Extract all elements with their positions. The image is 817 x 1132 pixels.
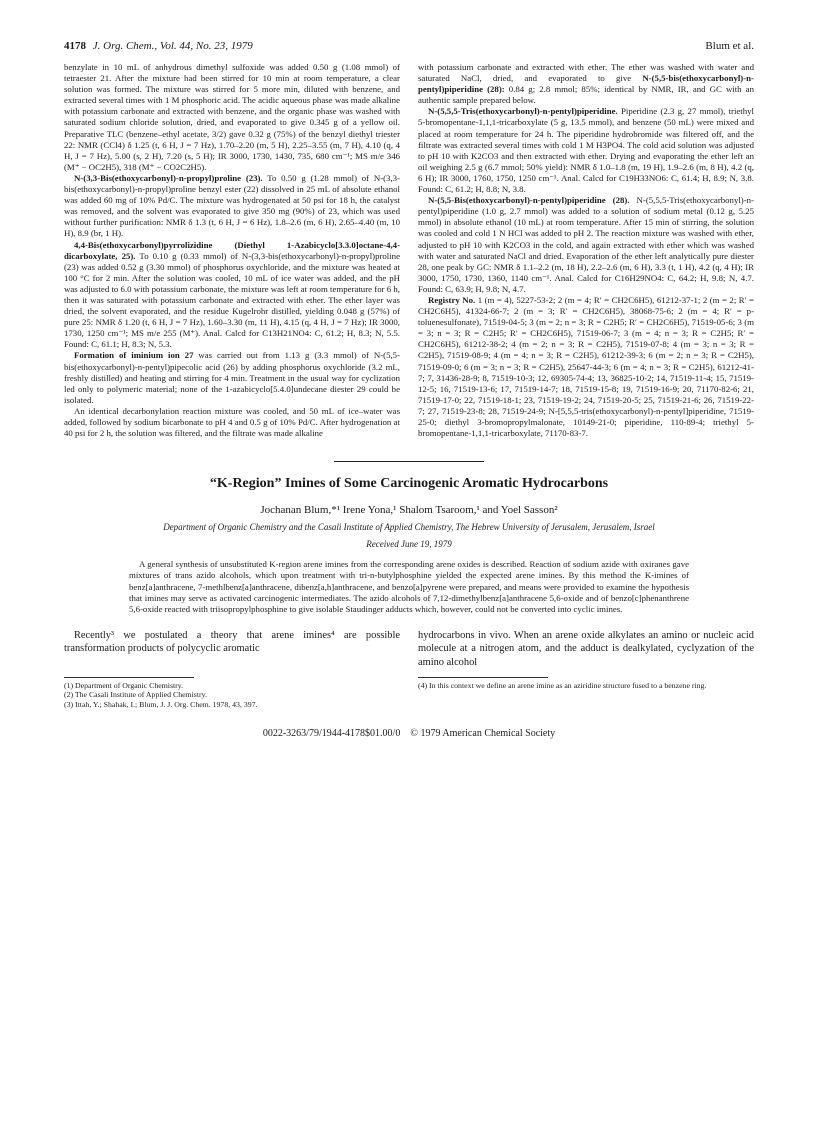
footnotes-right [418,677,754,710]
paragraph [418,195,754,295]
article-affiliation: Department of Organic Chemistry and the Casali Institute of Applied Chemistry, The Hebrew University of Jerusalem, Jerusalem, Israel [163,522,655,533]
footnotes [64,677,754,710]
paragraph [64,240,400,351]
compound-heading: N-(3,3-Bis(ethoxycarbonyl)-n-propyl)proline (23). [74,172,263,183]
footnote: (3) Ittah, Y.; Shahak, I.; Blum, J. J. Org. Chem. 1978, 43, 397. [64,700,258,709]
paragraph [64,173,400,240]
registry-body: 1 (m = 4), 5227-53-2; 2 (m = 4; R′ = CH2C6H5), 61212-37-1; 2 (m = 2; R′ = CH2C6H5), 41324-66-7; 2 (m = 3; R′ = CH2C6H5), 38068-75-6; 2 (m = 4; R′ = p-toluenesulfonate), 71519-04-5; 3 (m = 2; n = 3; R = C2H5; R′ = CH2C6H5), 71519-05-6; 3 (m = 3; n = 3; R = C2H5; R′ = CH2C6H5), 71519-06-7; 3 (m = 4; n = 3; R = C2H5; R′ = CH2C6H5), 61212-38-2; 4 (m = 2; n = 3; R = C2H5), 71519-07-8; 4 (m = 3; n = 3; R = C2H5), 71519-08-9; 4 (m = 4; n = 3; R = C2H5), 61212-39-3; 6 (m = 2; n = 3; R = C2H5), 71519-09-0; 6 (m = 3; n = 3; R = C2H5), 25647-44-3; 6 (m = 4; n = 3; R = C2H5), 61212-41-7; 7, 31436-28-9; 8, 71519-10-3; 12, 69305-74-4; 13, 36825-10-2; 14, 71519-11-4; 15, 71519-12-5; 16, 71519-13-6; 17, 71519-14-7; 18, 71519-15-8; 19, 71519-16-9; 20, 71170-82-6; 21, 71519-17-0; 22, 71519-18-1; 23, 71519-19-2; 24, 71519-20-5; 25, 71519-21-6; 26, 71519-22-7; 27, 71519-23-8; 28, 71519-24-9; N-[5,5,5-tris(ethoxycarbonyl)-n-pentyl]piperidine, 71519-25-0; diethyl 3-bromopropylmalonate, 10149-21-0; piperidine, 110-89-4; triethyl 5-bromopentane-1,1,1-tricarboxylate, 71170-83-7. [418,294,754,439]
right-column [418,62,754,439]
received-date: Received June 19, 1979 [366,539,452,550]
paragraph: hydrocarbons in vivo. When an arene oxide alkylates an amino or nucleic acid molecule at a nitrogen atom, and the adduct is dealkylated, cyclyzation of the amino alcohol [418,630,754,668]
paragraph-body: was carried out from 1.13 g (3.3 mmol) of N-(5,5-bis(ethoxycarbonyl)-n-pentyl)pipecolic acid (26) by adding phosphorus oxychloride (3.2 mL, freshly distilled) and heating and stirring for 4 min. Treatment in the usual way for cyclization led only to polymeric material; none of the 1-azabicyclo[5.4.0]undecane diester 29 could be isolated. [64,350,400,405]
article-authors: Jochanan Blum,*¹ Irene Yona,¹ Shalom Tsaroom,¹ and Yoel Sasson² [260,504,558,517]
experimental-columns [64,62,754,439]
compound-heading: N-(5,5,5-Tris(ethoxycarbonyl)-n-pentyl)piperidine. [428,106,618,117]
compound-heading: N-(5,5-Bis(ethoxycarbonyl)-n-pentyl)piperidine (28). [428,195,630,206]
compound-heading: N-(5,5-bis(ethoxycarbonyl)-n-pentyl)piperidine (28): [418,73,754,95]
footnote: (4) In this context we define an arene imine as an aziridine structure fused to a benzene ring. [418,680,707,690]
intro-left-column [64,629,400,669]
left-column [64,62,400,439]
running-author: Blum et al. [705,40,754,52]
paragraph [64,350,400,405]
footnotes-left [64,677,400,710]
paragraph [418,62,754,106]
article-title: “K-Region” Imines of Some Carcinogenic Aromatic Hydrocarbons [209,476,609,492]
paragraph-body: To 0.10 g (0.33 mmol) of N-(3,3-bis(ethoxycarbonyl)-n-propyl)proline (23) was added 0.52 g (3.30 mmol) of phosphorus oxychloride, and the mixture was heated at 100 °C for 2 min. After the solution was cooled, 10 mL of ice water was added, and the pH was adjusted to 6.0 with potassium carbonate, the mixture was left at room temperature for 6 h, then it was saturated with potassium carbonate and extracted with ether. The ether layer was dried, the solvent evaporated, and the residue Kugelrohr distilled, yielding 0.048 g (57%) of pure 25: NMR δ 1.20 (t, 6 H, J = 7 Hz), 1.60–3.30 (m, 11 H), 4.15 (q, 4 H, J = 7 Hz); IR 3000, 1730, 1250 cm⁻¹; MS m/e 255 (M⁺). Anal. Calcd for C13H21NO4: C, 61.2; H, 8.3; N, 5.5. Found: C, 61.1; H, 8.3; N, 5.3. [64,250,400,350]
intro-right-column [418,629,754,669]
abstract: A general synthesis of unsubstituted K-region arene imines from the corresponding arene oxides is described. Reaction of sodium azide with oxiranes gave mixtures of trans azido alcohols, which upon treatment with tri-n-butylphosphine yielded the expected arene imines. By this method the K-imines of benz[a]anthracene, 7-methlbenz[a]anthracene, dibenz[a,h]anthracene, and benzo[a]pyrene were prepared, and means were provided to examine the hypothesis that imines may serve as activated carcinogenic intermediates. The azido alcohols of 7,12-dimethylbenz[a]anthracene 5,6-oxide and of benzo[c]phenanthrene 5,6-oxide reacted with triisopropylphosphine to give isolable Staudinger adducts which, however, could not be converted into cyclic imines. [129,559,689,614]
registry-numbers [418,295,754,439]
copyright: © 1979 American Chemical Society [410,727,556,739]
registry-heading: Registry No. [428,294,476,305]
paragraph-body: N-(5,5,5-Tris(ethoxycarbonyl)-n-pentyl)piperidine (1.0 g, 2.7 mmol) was added to a solution of sodium metal (0.12 g, 5.25 mmol) in absolute ethanol (10 mL) at room temperature. After 15 min of stirring, the solution was cooled and cold 1 N HCl was added to pH 2. The reaction mixture was washed with ether, adjusted to pH 10 with K2CO3 in the cold, and again extracted with ether which was washed with water and saturated NaCl and dried. Evaporation of the ether left analytically pure diester 28, one peak by GC: NMR δ 1.1–2.2 (m, 18 H), 2.2–2.6 (m, 6 H), 3.3 (t, 1 H), 4.2 (q, 4 H); IR 3000, 1750, 1730, 1360, 1140 cm⁻¹. Anal. Calcd for C16H29NO4: C, 64.2; H, 9.8; N, 4.7. Found: C, 63.9; H, 9.8; N, 4.7. [418,195,754,294]
paragraph-body: To 0.50 g (1.28 mmol) of N-(3,3-bis(ethoxycarbonyl)-n-propyl)proline benzyl ester (22) dissolved in 25 mL of absolute ethanol was added 60 mg of 10% Pd/C. The mixture was hydrogenated at 50 psi for 18 h, the catalyst was removed, and the solvent was evaporated to give 350 mg (90%) of 23, which was used without further purification: NMR δ 1.3 (t, 6 H, J = 6 Hz), 1.8–2.6 (m, 6 H), 2.65–4.40 (m, 10 H), 8.9 (br, 1 H). [64,172,400,239]
footnote-rule [418,677,548,678]
paragraph: Recently³ we postulated a theory that arene imines⁴ are possible transformation products of polycyclic aromatic [64,630,400,655]
journal-citation: J. Org. Chem., Vol. 44, No. 23, 1979 [92,40,253,52]
paragraph: An identical decarbonylation reaction mixture was cooled, and 50 mL of ice–water was added, followed by sodium bicarbonate to pH 4 and 0.5 g of 10% Pd/C. After hydrogenation at 40 psi for 2 h, the solution was filtered, and the filtrate was made alkaline [64,405,400,439]
running-header [64,40,754,54]
footnote: (2) The Casali Institute of Applied Chemistry. [64,690,207,700]
paragraph-body: Piperidine (2.3 g, 27 mmol), triethyl 5-bromopentane-1,1,1-tricarboxylate (5 g, 13.5 mmol), and benzene (50 mL) were mixed and placed at room temperature for 24 h. The piperidine hydrobromide was filtered off, and the filtrate was extracted several times with cold 1 M H3PO4. The cold acid solution was adjusted to pH 10 with K2CO3 and then extracted with ether. Drying and evaporating the ether left an oil weighing 2.5 g (6.7 mmol; 50% yield): NMR δ 1.0–1.8 (m, 19 H), 1.9–2.6 (m, 8 H), 4.2 (q, 6 H); IR 3000, 1760, 1750, 1250 cm⁻¹. Anal. Calcd for C19H33NO6: C, 61.4; H, 8.9; N, 3.8. Found: C, 61.2; H, 8.8; N, 3.8. [418,106,754,195]
paragraph [418,106,754,195]
footnote: (1) Department of Organic Chemistry. [64,680,184,690]
compound-heading: 4,4-Bis(ethoxycarbonyl)pyrrolizidine (Diethyl 1-Azabicyclo[3.3.0]octane-4,4-dicarboxylate, 25). [64,239,400,261]
section-divider [334,461,484,462]
footnote-rule [64,677,194,678]
page-footer [64,728,754,739]
article-code: 0022-3263/79/1944-4178$01.00/0 [262,727,401,739]
paragraph-body: 0.84 g; 2.8 mmol; 85%; identical by NMR, IR, and GC with an authentic sample prepared below. [418,84,754,106]
journal-page [64,40,754,739]
compound-heading: Formation of iminium ion 27 [74,350,194,361]
paragraph-body: with potassium carbonate and extracted with ether. The ether was washed with water and saturated NaCl, dried, and evaporated to give [418,62,754,84]
introduction [64,629,754,669]
paragraph: benzylate in 10 mL of anhydrous dimethyl sulfoxide was added 0.50 g (1.08 mmol) of tetraester 21. After the mixture had been stirred for 10 min at room temperature, a clear solution was formed. The mixture was stirred for 5 more min, diluted with benzene, and extracted several times with 1 M phosphoric acid. The acidic aqueous phase was made alkaline with potassium carbonate and extracted with benzene, and the organic phase was washed with saturated sodium chloride solution, dried, and evaporated to give 0.345 g of a yellow oil. Preparative TLC (benzene–ethyl acetate, 3/2) gave 0.32 g (75%) of the benzyl diethyl triester 22: NMR (CCl4) δ 1.25 (t, 6 H, J = 7 Hz), 1.70–2.20 (m, 5 H), 2.25–3.55 (m, 7 H), 4.10 (q, 4 H, J = 7 Hz), 5.00 (s, 2 H), 7.20 (s, 5 H); IR 3000, 1730, 1430, 735, 680 cm⁻¹; MS m/e 346 (M⁺ − OC2H5), 318 (M⁺ − CO2C2H5). [64,62,400,172]
page-number: 4178 [64,40,86,52]
